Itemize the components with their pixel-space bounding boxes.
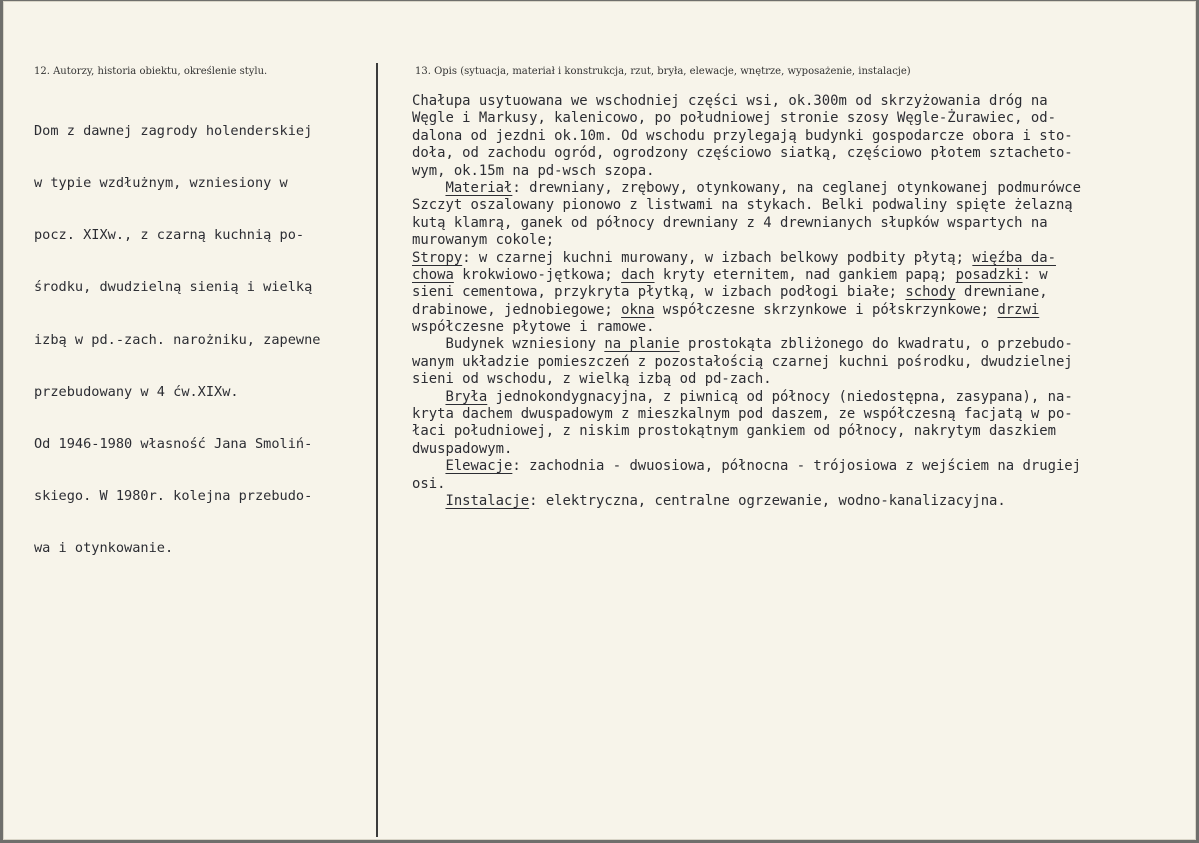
text-line: pocz. XIXw., z czarną kuchnią po- bbox=[34, 227, 305, 244]
text-line: sieni cementowa, przykryta płytką, w izbach podłogi białe; schody drewniane, bbox=[412, 284, 1048, 301]
text-line: sieni od wschodu, z wielką izbą od pd-zach. bbox=[412, 371, 772, 388]
text-line: łaci południowej, z niskim prostokątnym gankiem od północy, nakrytym daszkiem bbox=[412, 423, 1056, 440]
text-line: wa i otynkowanie. bbox=[34, 540, 174, 557]
column-divider bbox=[376, 63, 378, 837]
text-line: dwuspadowym. bbox=[412, 440, 513, 457]
underlined-heading: Elewacje bbox=[445, 458, 513, 475]
text-line: dalona od jezdni ok.10m. Od wschodu przylegają budynki gospodarcze obora i sto- bbox=[412, 127, 1073, 144]
text-line: Bryła jednokondygnacyjna, z piwnicą od północy (niedostępna, zasypana), na- bbox=[445, 388, 1073, 405]
text-line: skiego. W 1980r. kolejna przebudo- bbox=[34, 488, 313, 505]
text-line: chowa krokwiowo-jętkowa; dach kryty eternitem, nad gankiem papą; posadzki: w bbox=[412, 266, 1048, 283]
underlined-heading: chowa bbox=[412, 266, 454, 283]
section-12-text bbox=[34, 88, 320, 593]
underlined-heading: na planie bbox=[604, 336, 680, 353]
text-line: współczesne płytowe i ramowe. bbox=[412, 319, 655, 336]
underlined-heading: okna bbox=[621, 301, 655, 318]
text-line: drabinowe, jednobiegowe; okna współczesne skrzynkowe i półskrzynkowe; drzwi bbox=[412, 301, 1040, 318]
text-line: izbą w pd.-zach. narożniku, zapewne bbox=[34, 331, 321, 348]
underlined-heading: Bryła bbox=[445, 388, 488, 405]
underlined-heading: posadzki bbox=[955, 266, 1023, 283]
section-13-text bbox=[412, 93, 1081, 510]
text-line: wym, ok.15m na pd-wsch szopa. bbox=[412, 162, 655, 179]
underlined-heading: więźba da- bbox=[972, 249, 1056, 266]
text-line: Budynek wzniesiony na planie prostokąta zbliżonego do kwadratu, o przebudo- bbox=[412, 336, 1073, 353]
underlined-heading: Stropy bbox=[412, 249, 463, 266]
text-line: kutą klamrą, ganek od północy drewniany z 4 drewnianych słupków wspartych na bbox=[412, 214, 1048, 231]
underlined-heading: drzwi bbox=[997, 301, 1040, 318]
text-line: Materiał: drewniany, zrębowy, otynkowany, na ceglanej otynkowanej podmurówce bbox=[445, 179, 1082, 196]
underlined-heading: dach bbox=[621, 266, 655, 283]
section-13-label: 13. Opis (sytuacja, materiał i konstrukcja, rzut, bryła, elewacje, wnętrze, wyposażenie, instalacje) bbox=[415, 66, 911, 77]
text-line: Szczyt oszalowany pionowo z listwami na stykach. Belki podwaliny spięte żelazną bbox=[412, 197, 1073, 214]
underlined-heading: schody bbox=[905, 284, 956, 301]
underlined-heading: Materiał bbox=[445, 179, 513, 196]
underlined-heading: Instalacje bbox=[445, 492, 530, 509]
text-line: środku, dwudzielną sienią i wielką bbox=[34, 279, 313, 296]
text-line: osi. bbox=[412, 475, 446, 492]
text-line: Stropy: w czarnej kuchni murowany, w izbach belkowy podbity płytą; więźba da- bbox=[412, 249, 1056, 266]
document-sheet bbox=[3, 1, 1196, 840]
text-line: Instalacje: elektryczna, centralne ogrzewanie, wodno-kanalizacyjna. bbox=[445, 492, 1006, 509]
text-line: w typie wzdłużnym, wzniesiony w bbox=[34, 175, 288, 192]
text-line: Chałupa usytuowana we wschodniej części wsi, ok.300m od skrzyżowania dróg na bbox=[412, 93, 1048, 109]
text-line: Dom z dawnej zagrody holenderskiej bbox=[34, 122, 313, 139]
text-line: murowanym cokole; bbox=[412, 232, 555, 249]
text-line: Od 1946-1980 własność Jana Smoliń- bbox=[34, 436, 313, 453]
text-line: kryta dachem dwuspadowym z mieszkalnym pod daszem, ze współczesną facjatą w po- bbox=[412, 406, 1073, 423]
section-12-label: 12. Autorzy, historia obiektu, określenie stylu. bbox=[34, 66, 268, 77]
text-line: doła, od zachodu ogród, ogrodzony częściowo siatką, częściowo płotem sztacheto- bbox=[412, 145, 1073, 162]
text-line: przebudowany w 4 ćw.XIXw. bbox=[34, 383, 239, 400]
text-line: wanym układzie pomieszczeń z pozostałością czarnej kuchni pośrodku, dwudzielnej bbox=[412, 353, 1073, 370]
text-line: Elewacje: zachodnia - dwuosiowa, północna - trójosiowa z wejściem na drugiej bbox=[445, 458, 1082, 475]
text-line: Węgle i Markusy, kalenicowo, po południowej stronie szosy Węgle-Żurawiec, od- bbox=[412, 110, 1056, 127]
